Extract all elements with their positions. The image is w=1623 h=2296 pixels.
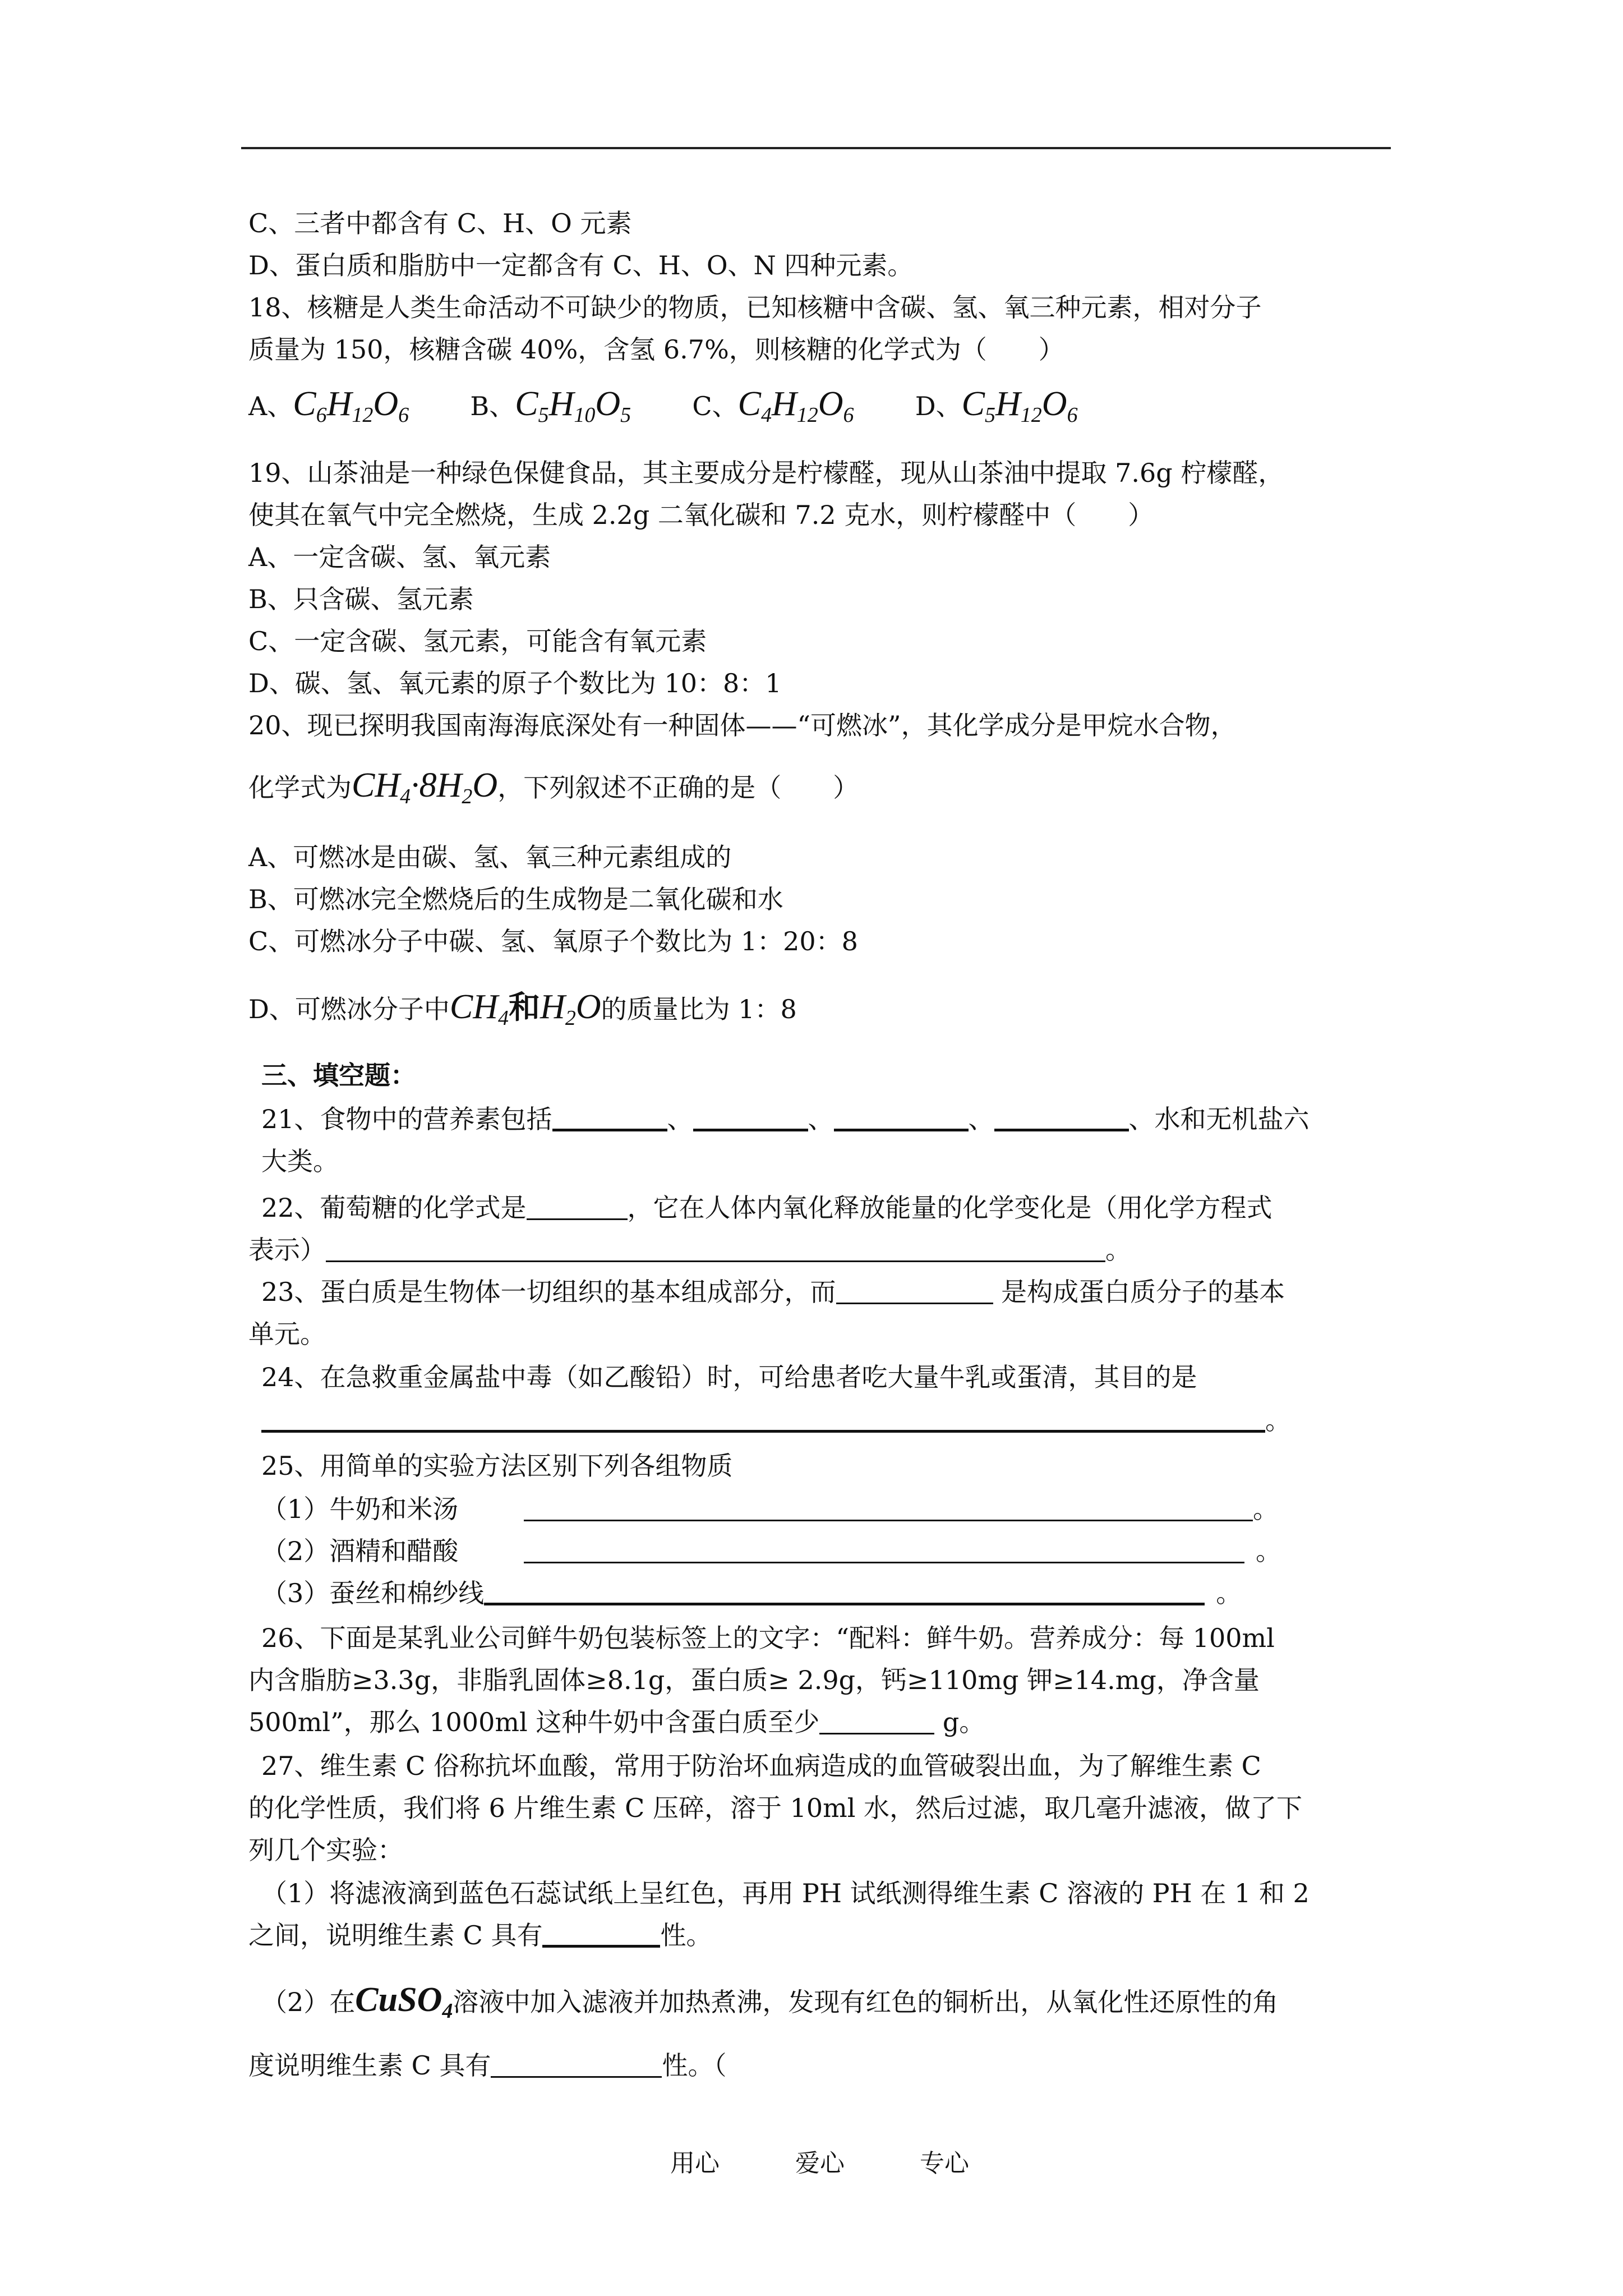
- q25-text: 25、用简单的实验方法区别下列各组物质: [261, 1451, 733, 1481]
- q21-pre: 21、食物中的营养素包括: [261, 1104, 552, 1134]
- q18-a-formula: $C_6H_{12}O_6$: [293, 385, 409, 427]
- q20-text-1: 20、现已探明我国南海海底深处有一种固体——“可燃冰”，其化学成分是甲烷水合物，: [248, 710, 1237, 740]
- q18-d-formula: $C_5H_{12}O_6$: [961, 385, 1078, 427]
- q25-item-2: [261, 1534, 1281, 1568]
- q22b-post: 。: [1105, 1235, 1131, 1265]
- q22-blank-formula[interactable]: [527, 1194, 628, 1220]
- q27-2-post: 溶液中加入滤液并加热煮沸，发现有红色的铜析出，从氧化性还原性的角: [453, 1987, 1279, 2017]
- q25-period-2: 。: [1256, 1536, 1281, 1566]
- q23-line-1: [261, 1275, 1285, 1309]
- q26-line-3: [248, 1705, 985, 1739]
- q21-blank-4[interactable]: [994, 1104, 1129, 1131]
- q21-sep-2: 、: [808, 1104, 834, 1134]
- q27-2-blank[interactable]: [491, 2051, 662, 2078]
- q25-blank-3[interactable]: [484, 1578, 1205, 1605]
- section-3-heading: 三、填空题：: [261, 1060, 416, 1091]
- q22-line-1: [261, 1191, 1272, 1225]
- q19-option-b: B、只含碳、氢元素: [248, 584, 474, 614]
- q24-post: 。: [1265, 1405, 1291, 1435]
- q20-d-h2o: $H_2O$: [540, 988, 601, 1030]
- q27-line-1: 27、维生素 C 俗称抗坏血酸，常用于防治坏血病造成的血管破裂出血，为了解维生素 C: [261, 1751, 1261, 1781]
- q25-item-3: [261, 1576, 1242, 1610]
- q27-2b-post: 性。（: [662, 2050, 727, 2081]
- q23-line-2: 单元。: [248, 1319, 326, 1349]
- q21-blank-2[interactable]: [693, 1104, 808, 1131]
- q25-item-1-label: （1）牛奶和米汤: [261, 1494, 459, 1524]
- q27-2b-pre: 度说明维生素 C 具有: [248, 2050, 491, 2081]
- q20-text-2-post: ，下列叙述不正确的是（ ）: [497, 772, 859, 803]
- q18-c-formula: $C_4H_{12}O_6$: [737, 385, 854, 427]
- q27-line-3: 列几个实验：: [248, 1835, 403, 1865]
- q27-1-blank[interactable]: [542, 1920, 660, 1948]
- header-rule: [241, 147, 1391, 149]
- q18-c-label: C、: [692, 391, 738, 421]
- q18-b-formula: $C_5H_{10}O_5$: [515, 385, 631, 427]
- q20-d-ch4: $CH_4$: [449, 988, 509, 1030]
- q27-line-2: 的化学性质，我们将 6 片维生素 C 压碎，溶于 10ml 水，然后过滤，取几毫升滤液，做了下: [248, 1793, 1303, 1823]
- q24-blank[interactable]: [261, 1405, 1265, 1433]
- footer-item-2: 爱心: [795, 2149, 845, 2178]
- q26-post: g。: [934, 1707, 985, 1737]
- footer-item-1: 用心: [670, 2149, 720, 2178]
- q21-blank-3[interactable]: [834, 1104, 969, 1131]
- cuso4-formula: CuSO$_4$: [355, 1981, 453, 2023]
- q17-option-c: C、三者中都含有 C、H、O 元素: [248, 208, 632, 238]
- q18-text-2: 质量为 150，核糖含碳 40%，含氢 6.7%，则核糖的化学式为（ ）: [248, 334, 1064, 365]
- q25-item-1: [261, 1492, 1279, 1526]
- q23-post: 是构成蛋白质分子的基本: [993, 1277, 1285, 1307]
- q22-pre: 22、葡萄糖的化学式是: [261, 1193, 527, 1223]
- q27-item-2-line-2: [248, 2049, 726, 2082]
- q27-1-post: 性。: [660, 1920, 712, 1950]
- q20-option-b: B、可燃冰完全燃烧后的生成物是二氧化碳和水: [248, 884, 783, 914]
- q18-options: [248, 387, 1078, 432]
- q25-item-2-label: （2）酒精和醋酸: [261, 1536, 459, 1566]
- q26-line-1: 26、下面是某乳业公司鲜牛奶包装标签上的文字：“配料：鲜牛奶。营养成分：每 100ml: [261, 1623, 1275, 1653]
- q26-pre: 500ml”，那么 1000ml 这种牛奶中含蛋白质至少: [248, 1707, 820, 1737]
- q27-item-1-line-1: （1）将滤液滴到蓝色石蕊试纸上呈红色，再用 PH 试纸测得维生素 C 溶液的 PH 在 1 和 2: [261, 1878, 1310, 1908]
- q20-option-a: A、可燃冰是由碳、氢、氧三种元素组成的: [248, 842, 732, 872]
- q19-option-a: A、一定含碳、氢、氧元素: [248, 542, 551, 572]
- q27-1-pre: 之间，说明维生素 C 具有: [248, 1920, 543, 1950]
- q21-line-1: [261, 1102, 1310, 1136]
- q22-line-2: [248, 1233, 1131, 1267]
- q20-d-pre: D、可燃冰分子中: [248, 994, 450, 1024]
- q24-line-1: 24、在急救重金属盐中毒（如乙酸铅）时，可给患者吃大量牛乳或蛋清，其目的是: [261, 1362, 1197, 1392]
- q26-line-2: 内含脂肪≥3.3g，非脂乳固体≥8.1g，蛋白质≥ 2.9g，钙≥110mg 钾≥14.mg，净含量: [248, 1665, 1260, 1695]
- q20-formula: $CH_4\cdot 8H_2O$: [352, 766, 498, 808]
- footer-item-3: 专心: [920, 2149, 969, 2178]
- q23-blank[interactable]: [836, 1278, 993, 1304]
- q21-post: 、水和无机盐六: [1128, 1104, 1310, 1134]
- q20-d-and: 和: [509, 991, 541, 1025]
- q20-option-d: [248, 990, 797, 1035]
- q20-text-2-pre: 化学式为: [248, 772, 352, 803]
- q20-d-post: 的质量比为 1：8: [601, 994, 797, 1024]
- q22b-pre: 表示）: [248, 1235, 326, 1265]
- q20-text-2: [248, 766, 859, 813]
- q25-blank-2[interactable]: [524, 1537, 1244, 1563]
- q19-text-2: 使其在氧气中完全燃烧，生成 2.2g 二氧化碳和 7.2 克水，则柠檬醛中（ ）: [248, 500, 1154, 530]
- q25-item-3-label: （3）蚕丝和棉纱线: [261, 1578, 485, 1608]
- q27-item-2-line-1: [261, 1983, 1278, 2028]
- q23-pre: 23、蛋白质是生物体一切组织的基本组成部分，而: [261, 1277, 836, 1307]
- q18-text-1: 18、核糖是人类生命活动不可缺少的物质，已知核糖中含碳、氢、氧三种元素，相对分子: [248, 292, 1262, 323]
- q19-option-d: D、碳、氢、氧元素的原子个数比为 10：8：1: [248, 668, 782, 698]
- q19-option-c: C、一定含碳、氢元素，可能含有氧元素: [248, 626, 707, 656]
- q25-blank-1[interactable]: [524, 1495, 1253, 1521]
- q24-line-2: [261, 1404, 1291, 1437]
- q21-sep-1: 、: [667, 1104, 693, 1134]
- q17-option-d: D、蛋白质和脂肪中一定都含有 C、H、O、N 四种元素。: [248, 250, 914, 280]
- q18-d-label: D、: [915, 391, 962, 421]
- q21-sep-3: 、: [968, 1104, 994, 1134]
- q27-item-1-line-2: [248, 1918, 712, 1952]
- q25-period-1: 。: [1253, 1494, 1279, 1524]
- q26-blank[interactable]: [819, 1708, 934, 1734]
- q19-text-1: 19、山茶油是一种绿色保健食品，其主要成分是柠檬醛，现从山茶油中提取 7.6g 柠檬醛，: [248, 458, 1284, 488]
- q18-b-label: B、: [470, 391, 515, 421]
- q25-period-3: 。: [1216, 1578, 1242, 1608]
- q21-line-2: 大类。: [261, 1146, 339, 1176]
- q27-2-pre: （2）在: [261, 1987, 356, 2017]
- q18-a-label: A、: [248, 391, 293, 421]
- q22-post: ，它在人体内氧化释放能量的化学变化是（用化学方程式: [627, 1193, 1272, 1223]
- q22-blank-equation[interactable]: [326, 1236, 1105, 1262]
- q21-blank-1[interactable]: [552, 1104, 667, 1131]
- q20-option-c: C、可燃冰分子中碳、氢、氧原子个数比为 1：20：8: [248, 926, 858, 956]
